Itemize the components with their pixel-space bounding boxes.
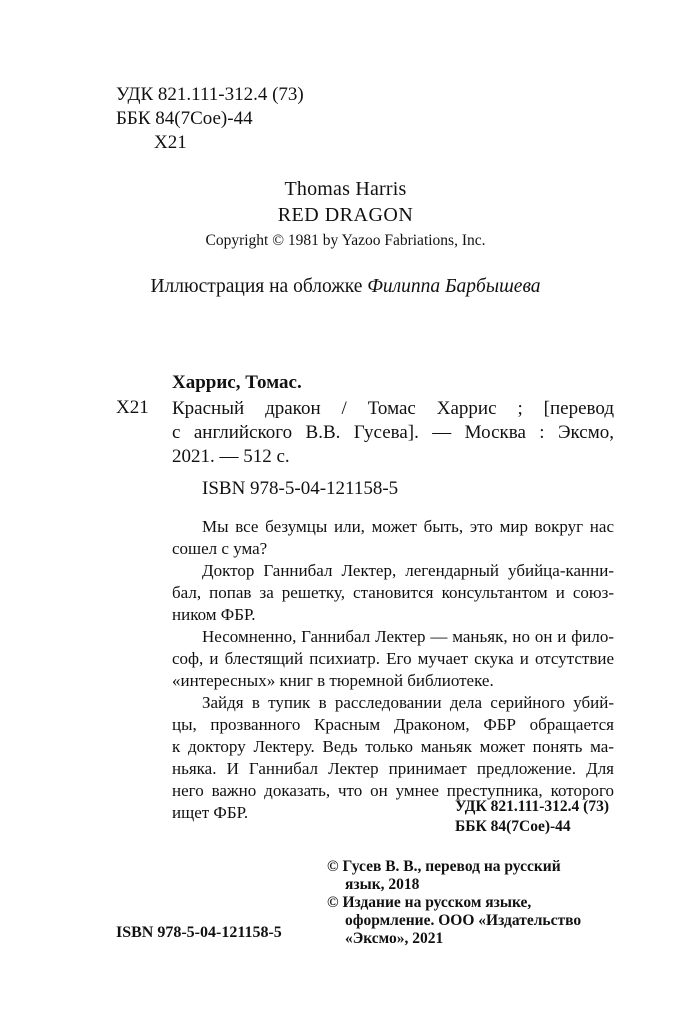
annotation-line: цы, прозванного Красным Драконом, ФБР обращается: [172, 715, 614, 734]
udk-block-right: [455, 797, 609, 837]
catalog-author: Харрис, Томас.: [172, 372, 302, 393]
annotation: [172, 516, 614, 824]
copyright-edition-cont: оформление. ООО «Издательство: [345, 912, 582, 929]
annotation-line: сошел с ума?: [172, 539, 268, 558]
bbk-code-right: ББК 84(7Сое)-44: [455, 818, 571, 835]
copyright-translation-cont: язык, 2018: [345, 876, 420, 893]
illustration-credit: [0, 276, 691, 298]
catalog-line: 2021. — 512 с.: [172, 446, 290, 467]
annotation-line: Доктор Ганнибал Лектер, легендарный убийца-канни-: [202, 561, 614, 580]
illustration-prefix: Иллюстрация на обложке: [150, 276, 368, 297]
annotation-line: «интересных» книг в тюремной библиотеке.: [172, 671, 494, 690]
catalog-line: с английского В.В. Гусева]. — Москва : Эксмо,: [172, 422, 614, 443]
annotation-line: ником ФБР.: [172, 605, 256, 624]
isbn-bottom: ISBN 978-5-04-121158-5: [116, 924, 282, 941]
copyright-block: [327, 858, 581, 948]
author-mark: Х21: [154, 132, 187, 153]
original-copyright: Copyright © 1981 by Yazoo Fabriations, Inc.: [205, 232, 486, 249]
udk-code-right: УДК 821.111-312.4 (73): [455, 798, 609, 815]
annotation-line: к доктору Лектеру. Ведь только маньяк может понять ма-: [172, 737, 614, 756]
annotation-line: ищет ФБР.: [172, 803, 249, 822]
copyright-edition-cont: «Эксмо», 2021: [345, 930, 444, 947]
original-title: RED DRAGON: [277, 204, 414, 226]
catalog-code: Х21: [116, 397, 149, 418]
udk-code: УДК 821.111-312.4 (73): [116, 84, 304, 105]
catalog-description: [172, 397, 614, 469]
udk-block-top: [116, 83, 304, 155]
annotation-line: Несомненно, Ганнибал Лектер — маньяк, но он и фило-: [202, 627, 614, 646]
annotation-line: Мы все безумцы или, может быть, это мир вокруг нас: [202, 517, 614, 536]
annotation-line: соф, и блестящий психиатр. Его мучает скука и отсутствие: [172, 649, 614, 668]
copyright-translation: © Гусев В. В., перевод на русский: [327, 858, 561, 875]
original-author: Thomas Harris: [284, 178, 407, 200]
annotation-line: Зайдя в тупик в расследовании дела серийного убий-: [202, 693, 614, 712]
annotation-line: бал, попав за решетку, становится консультантом и союз-: [172, 583, 614, 602]
catalog-isbn: ISBN 978-5-04-121158-5: [202, 478, 399, 499]
annotation-line: ньяка. И Ганнибал Лектер принимает предложение. Для: [172, 759, 614, 778]
copyright-edition: © Издание на русском языке,: [327, 894, 532, 911]
catalog-line: Красный дракон / Томас Харрис ; [перевод: [172, 398, 614, 419]
bbk-code: ББК 84(7Сое)-44: [116, 108, 253, 129]
annotation-line: него важно доказать, что он умнее преступника, которого: [172, 781, 614, 800]
illustration-artist: Филиппа Барбышева: [367, 276, 541, 297]
